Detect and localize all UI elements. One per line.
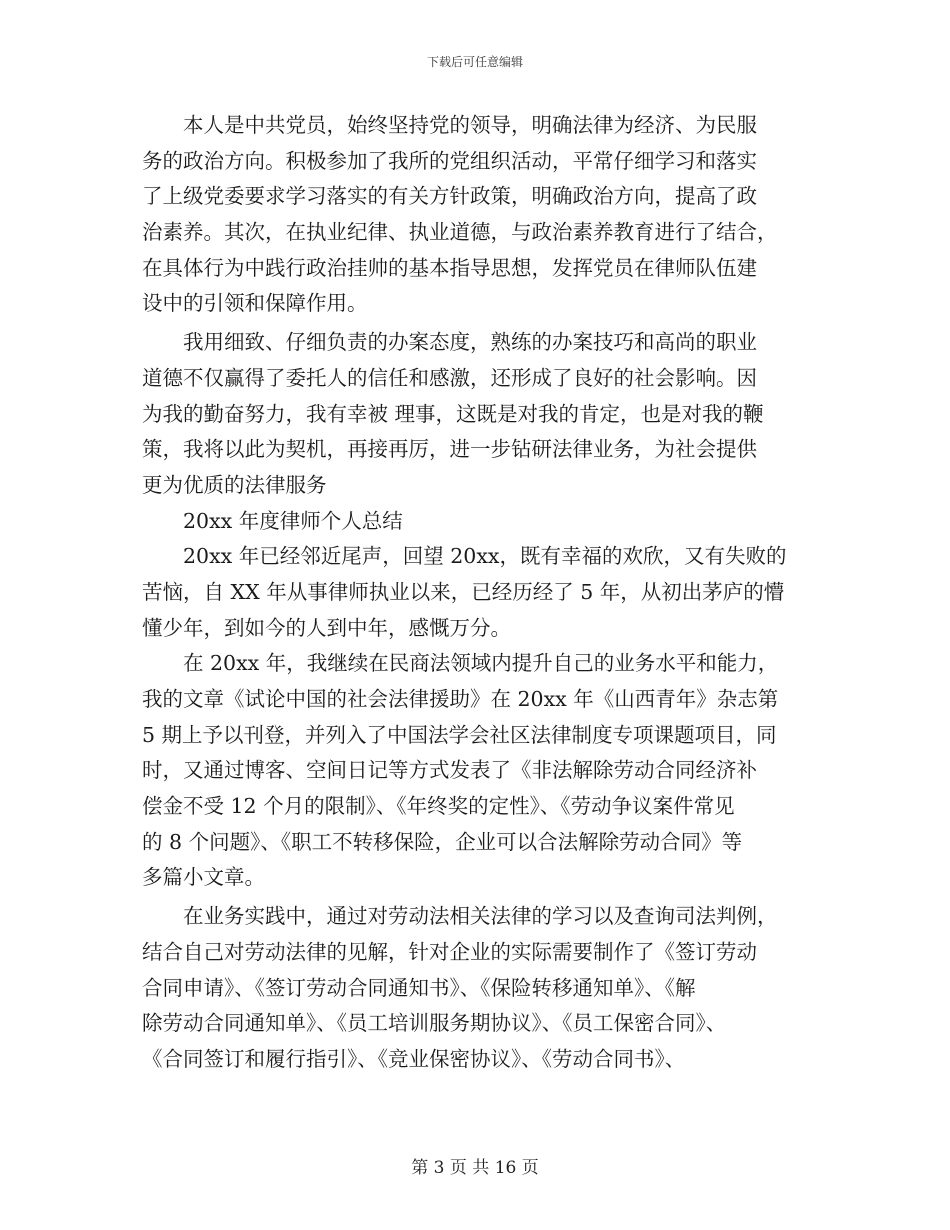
paragraph xyxy=(142,325,818,503)
text-line: 治素养。其次，在执业纪律、执业道德，与政治素养教育进行了结合， xyxy=(142,220,778,245)
text-line: 更为优质的法律服务 xyxy=(142,472,327,497)
text-line: 5 期上予以刊登，并列入了中国法学会社区法律制度专项课题项目，同 xyxy=(142,722,777,747)
text-line: 懂少年，到如今的人到中年，感慨万分。 xyxy=(142,615,511,640)
page-number: 第 3 页 共 16 页 xyxy=(411,1158,539,1178)
document-body xyxy=(142,108,818,1078)
text-line: 为我的勤奋努力，我有幸被 理事，这既是对我的肯定，也是对我的鞭 xyxy=(142,401,764,426)
paragraph xyxy=(142,108,818,322)
text-line: 设中的引领和保障作用。 xyxy=(142,291,368,316)
text-line: 《合同签订和履行指引》、《竞业保密协议》、《劳动合同书》、 xyxy=(142,1046,686,1071)
paragraph xyxy=(142,899,818,1077)
paragraph xyxy=(142,646,818,896)
text-line: 了上级党委要求学习落实的有关方针政策，明确政治方向，提高了政 xyxy=(142,184,757,209)
text-line: 道德不仅赢得了委托人的信任和感激，还形成了良好的社会影响。因 xyxy=(142,365,757,390)
section-title xyxy=(142,504,818,540)
text-line: 20xx 年已经邻近尾声，回望 20xx，既有幸福的欢欣，又有失败的 xyxy=(142,544,787,569)
text-line: 的 8 个问题》、《职工不转移保险，企业可以合法解除劳动合同》等 xyxy=(142,829,743,854)
text-line: 务的政治方向。积极参加了我所的党组织活动，平常仔细学习和落实 xyxy=(142,148,757,173)
text-line: 我用细致、仔细负责的办案态度，熟练的办案技巧和高尚的职业 xyxy=(142,330,757,355)
text-line: 20xx 年度律师个人总结 xyxy=(142,508,403,533)
text-line: 除劳动合同通知单》、《员工培训服务期协议》、《员工保密合同》、 xyxy=(142,1011,727,1036)
text-line: 策，我将以此为契机，再接再厉，进一步钻研法律业务，为社会提供 xyxy=(142,437,757,462)
text-line: 多篇小文章。 xyxy=(142,865,265,890)
paragraph xyxy=(142,539,818,646)
page-header: 下载后可任意编辑 xyxy=(426,55,523,69)
text-line: 我的文章《试论中国的社会法律援助》在 20xx 年《山西青年》杂志第 xyxy=(142,687,779,711)
text-line: 本人是中共党员，始终坚持党的领导，明确法律为经济、为民服 xyxy=(142,113,757,137)
text-line: 在 20xx 年，我继续在民商法领域内提升自己的业务水平和能力， xyxy=(142,651,779,676)
text-line: 在业务实践中，通过对劳动法相关法律的学习以及查询司法判例， xyxy=(142,904,778,929)
text-line: 偿金不受 12 个月的限制》、《年终奖的定性》、《劳动争议案件常见 xyxy=(142,794,735,819)
text-line: 时，又通过博客、空间日记等方式发表了《非法解除劳动合同经济补 xyxy=(142,758,757,783)
text-line: 结合自己对劳动法律的见解，针对企业的实际需要制作了《签订劳动 xyxy=(142,939,757,964)
text-line: 在具体行为中践行政治挂帅的基本指导思想，发挥党员在律师队伍建 xyxy=(142,255,757,280)
text-line: 合同申请》、《签订劳动合同通知书》、《保险转移通知单》、《解 xyxy=(142,975,696,1000)
text-line: 苦恼，自 XX 年从事律师执业以来，已经历经了 5 年，从初出茅庐的懵 xyxy=(142,579,785,604)
